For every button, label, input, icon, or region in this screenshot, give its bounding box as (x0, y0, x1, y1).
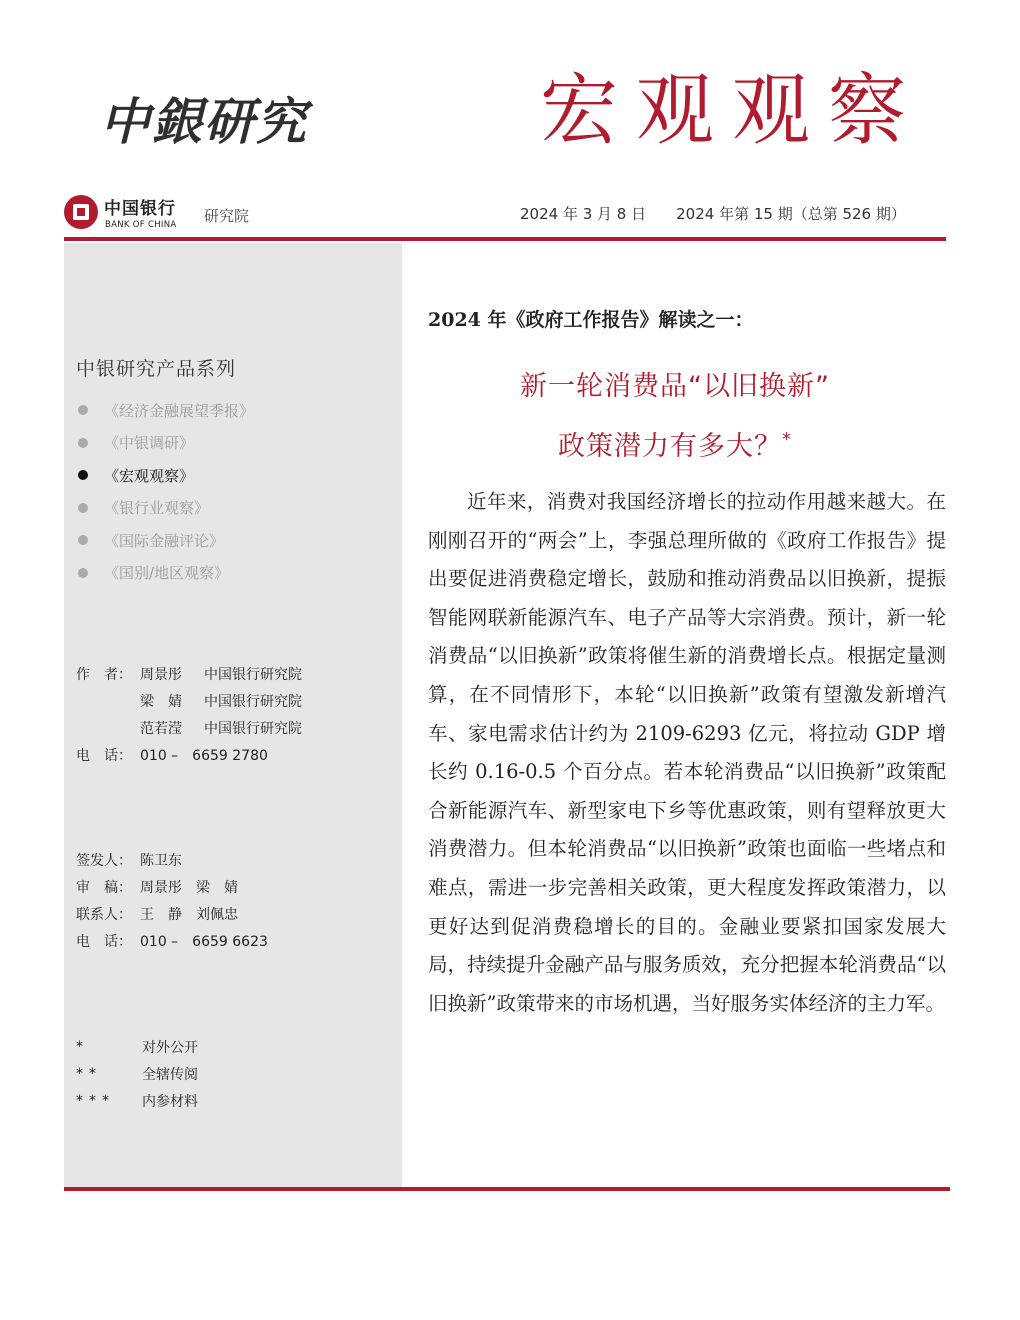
issue-number: 2024 年第 15 期（总第 526 期） (676, 205, 906, 223)
series-item-active: 《宏观观察》 (76, 459, 254, 492)
bottom-divider (64, 1187, 950, 1191)
series-item: 《经济金融展望季报》 (76, 394, 254, 427)
top-divider (64, 237, 946, 241)
series-item: 《国际金融评论》 (76, 524, 254, 557)
bullet-icon (78, 438, 88, 448)
contact-row: 联系人： 王 静 刘佩忠 (76, 906, 238, 923)
author-phone-row: 电 话： 010 – 6659 2780 (76, 747, 268, 764)
author-block (76, 660, 302, 768)
series-item: 《国别/地区观察》 (76, 557, 254, 590)
footnote-mark: * (782, 429, 792, 450)
bullet-icon (78, 405, 88, 415)
bullet-icon (78, 535, 88, 545)
logo-english-name: BANK OF CHINA (105, 220, 177, 230)
series-item: 《银行业观察》 (76, 492, 254, 525)
series-item: 《中银调研》 (76, 427, 254, 460)
legend-row: * 对外公开 (76, 1038, 198, 1056)
series-title: 中银研究产品系列 (76, 358, 237, 380)
institute-label: 研究院 (204, 207, 250, 225)
masthead-title: 宏观观察 (540, 66, 925, 156)
contact-phone-row: 电 话： 010 – 6659 6623 (76, 933, 268, 950)
article-body: 近年来，消费对我国经济增长的拉动作用越来越大。在刚刚召开的“两会”上，李强总理所做的《政府工作报告》提出要促进消费稳定增长，鼓励和推动消费品以旧换新，提振智能网联新能源汽车、电子产品等大宗消费。预计，新一轮消费品“以旧换新”政策将催生新的消费增长点。根据定量测算，在不同情形下，本轮“以旧换新”政策有望激发新增汽车、家电需求估计约为 2109-6293 亿元，将拉动 GDP 增长约 0.16-0.5 个百分点。若本轮消费品“以旧换新”政策配合新能源汽车、新型家电下乡等优惠政策，则有望释放更大消费潜力。但本轮消费品“以旧换新”政策也面临一些堵点和难点，需进一步完善相关政策，更大程度发挥政策潜力，以更好达到促消费稳增长的目的。金融业要紧扣国家发展大局，持续提升金融产品与服务质效，充分把握本轮消费品“以旧换新”政策带来的市场机遇，当好服务实体经济的主力军。 (428, 490, 946, 1015)
series-list (76, 394, 254, 589)
author-row: 范若滢 中国银行研究院 (140, 720, 302, 737)
bullet-icon (78, 470, 88, 480)
signer-row: 签发人： 陈卫东 (76, 852, 182, 869)
author-row: 作 者： 周景彤 中国银行研究院 (76, 666, 302, 683)
date-issue-line (520, 203, 906, 224)
article-kicker: 2024 年《政府工作报告》解读之一： (428, 309, 754, 331)
bank-of-china-logo-icon (64, 195, 98, 229)
bullet-icon (78, 568, 88, 578)
publish-date: 2024 年 3 月 8 日 (520, 205, 647, 223)
logo-chinese-name: 中国银行 (104, 199, 176, 219)
legend-row: ** 全辖传阅 (76, 1065, 198, 1083)
signoff-block (76, 846, 268, 954)
article-headline-line1: 新一轮消费品“以旧换新” (520, 371, 830, 402)
reviewer-row: 审 稿： 周景彤 梁 婧 (76, 879, 238, 896)
brand-script-logo: 中銀研究 (100, 92, 308, 151)
classification-legend (76, 1033, 198, 1114)
author-row: 梁 婧 中国银行研究院 (140, 693, 302, 710)
bullet-icon (78, 503, 88, 513)
article-headline-line2: 政策潜力有多大？* (558, 429, 792, 462)
legend-row: *** 内参材料 (76, 1092, 198, 1110)
